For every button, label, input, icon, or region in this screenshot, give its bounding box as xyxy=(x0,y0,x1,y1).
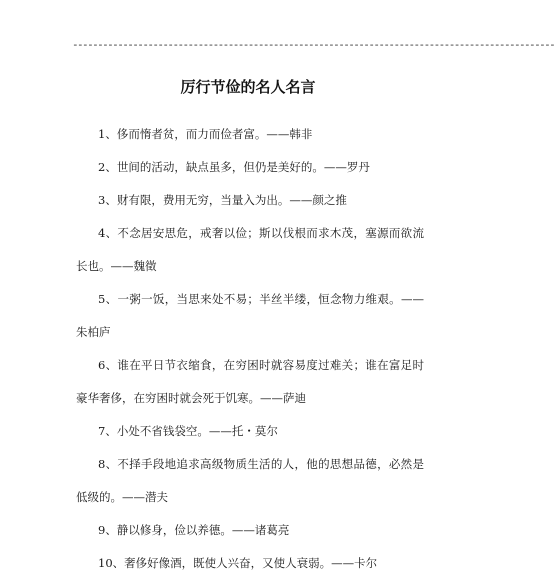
quote-item: 10、奢侈好像酒，既使人兴奋，又使人衰弱。——卡尔 xyxy=(98,556,378,570)
quote-item: 4、不念居安思危，戒奢以俭；斯以伐根而求木茂，塞源而欲流长也。——魏徵 xyxy=(76,226,424,273)
quote-item: 8、不择手段地追求高级物质生活的人，他的思想品德，必然是低级的。——潜夫 xyxy=(76,457,424,504)
quote-item: 3、财有限，费用无穷，当量入为出。——颜之推 xyxy=(98,193,347,207)
quote-item: 1、侈而惰者贫，而力而俭者富。——韩非 xyxy=(98,127,313,141)
quote-item: 2、世间的活动，缺点虽多，但仍是美好的。——罗丹 xyxy=(98,160,370,174)
quote-item: 9、静以修身，俭以养德。——诸葛亮 xyxy=(98,523,290,537)
quote-item: 7、小处不省钱袋空。——托・莫尔 xyxy=(98,424,278,438)
quote-item: 6、谁在平日节衣缩食，在穷困时就容易度过难关；谁在富足时豪华奢侈，在穷困时就会死于饥寒。——萨迪 xyxy=(76,358,424,405)
quote-list xyxy=(76,118,424,580)
quote-item: 5、一粥一饭，当思来处不易；半丝半缕，恒念物力维艰。——朱柏庐 xyxy=(76,292,424,339)
page-title: 厉行节俭的名人名言 xyxy=(180,78,316,96)
separator-line: ------------------------------------------------------------------------------------------------ xyxy=(72,38,554,51)
